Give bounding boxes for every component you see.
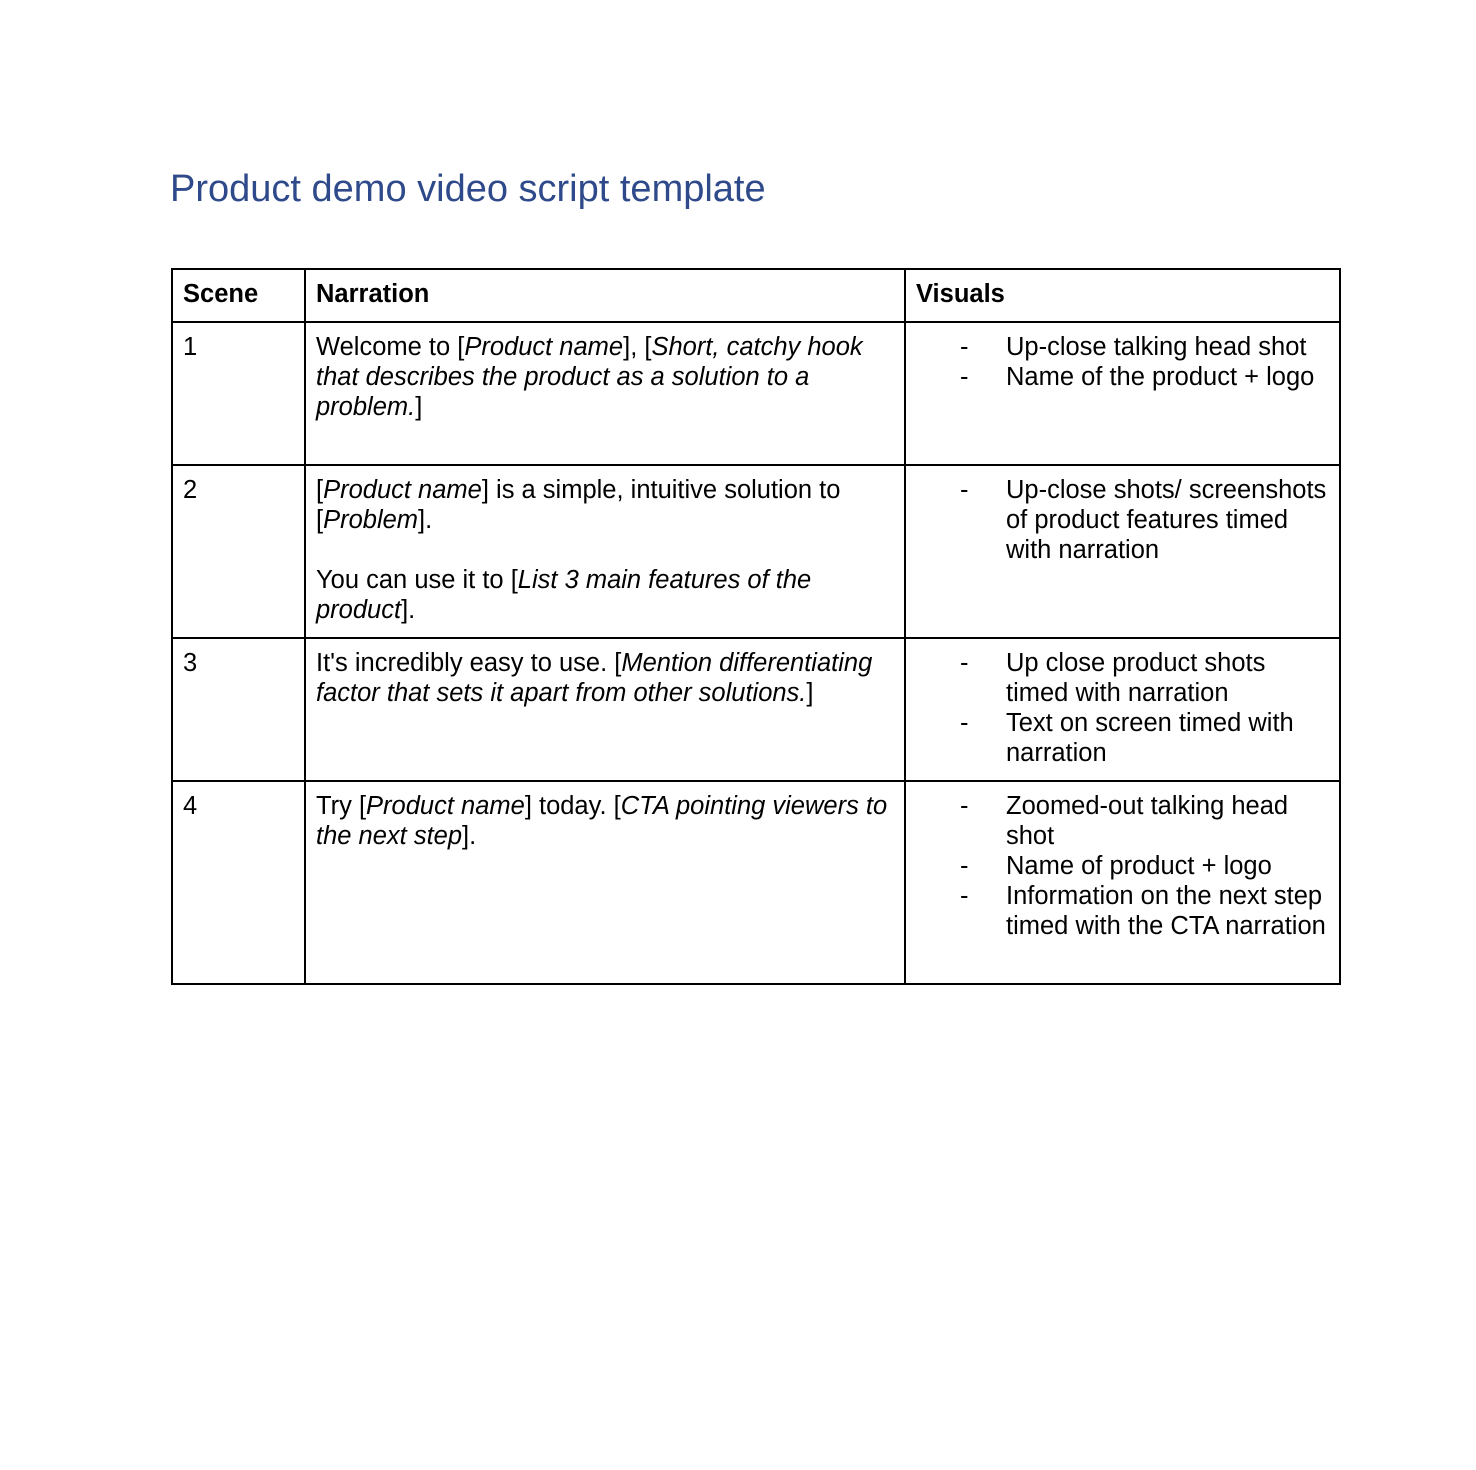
header-visuals: Visuals <box>905 269 1340 322</box>
placeholder-text: Mention differentiating factor that sets it apart from other solutions. <box>316 649 873 707</box>
visual-item <box>916 648 1329 708</box>
header-scene: Scene <box>172 269 305 322</box>
narration-text: Try [ <box>316 792 367 820</box>
narration-text: ]. <box>401 596 416 624</box>
visuals-list <box>916 332 1329 392</box>
visual-item-text: Text on screen timed with narration <box>1006 709 1294 767</box>
visual-item-text: Zoomed-out talking head shot <box>1006 792 1289 850</box>
narration-cell <box>305 781 905 984</box>
visuals-list <box>916 475 1329 565</box>
placeholder-text: Product name <box>323 476 482 504</box>
scene-number: 3 <box>172 638 305 781</box>
visual-item <box>916 708 1329 768</box>
placeholder-text: CTA pointing viewers to the next step <box>316 792 888 850</box>
table-row <box>172 638 1340 781</box>
visuals-cell <box>905 465 1340 638</box>
bullet-dash: - <box>960 852 969 880</box>
placeholder-text: List 3 main features of the product <box>316 566 812 624</box>
visual-item-text: Name of product + logo <box>1006 852 1272 880</box>
narration-paragraph <box>316 565 894 625</box>
narration-text: It's incredibly easy to use. [ <box>316 649 622 677</box>
visual-item-text: Up close product shots timed with narration <box>1006 649 1266 707</box>
narration-cell <box>305 638 905 781</box>
narration-cell <box>305 322 905 465</box>
bullet-dash: - <box>960 476 969 504</box>
narration-text: ], [ <box>623 333 652 361</box>
header-narration: Narration <box>305 269 905 322</box>
visual-item <box>916 851 1329 881</box>
narration-paragraph <box>316 332 894 422</box>
visuals-cell <box>905 781 1340 984</box>
visual-item-text: Up-close shots/ screenshots of product features timed with narration <box>1006 476 1327 564</box>
visuals-cell <box>905 322 1340 465</box>
bullet-dash: - <box>960 649 969 677</box>
visual-item <box>916 881 1329 941</box>
narration-text: ] <box>806 679 814 707</box>
placeholder-text: Product name <box>464 333 624 361</box>
narration-text: ] is a simple, intuitive solution to [ <box>316 476 841 534</box>
narration-text: You can use it to [ <box>316 566 518 594</box>
visual-item <box>916 332 1329 362</box>
visual-item <box>916 475 1329 565</box>
bullet-dash: - <box>960 709 969 737</box>
document-title: Product demo video script template <box>170 168 766 210</box>
visual-item <box>916 791 1329 851</box>
table-row <box>172 465 1340 638</box>
bullet-dash: - <box>960 333 969 361</box>
visual-item-text: Name of the product + logo <box>1006 363 1315 391</box>
narration-cell <box>305 465 905 638</box>
visual-item <box>916 362 1329 392</box>
script-table <box>171 268 1341 985</box>
bullet-dash: - <box>960 792 969 820</box>
bullet-dash: - <box>960 363 969 391</box>
scene-number: 2 <box>172 465 305 638</box>
scene-number: 1 <box>172 322 305 465</box>
narration-paragraph <box>316 791 894 851</box>
bullet-dash: - <box>960 882 969 910</box>
placeholder-text: Short, catchy hook that describes the product as a solution to a problem. <box>316 333 863 421</box>
narration-text: ]. <box>462 822 477 850</box>
table-header-row <box>172 269 1340 322</box>
table-body <box>172 322 1340 984</box>
narration-paragraph <box>316 475 894 535</box>
narration-text: ] <box>415 393 423 421</box>
narration-paragraph <box>316 648 894 708</box>
narration-text: Welcome to [ <box>316 333 465 361</box>
visuals-list <box>916 791 1329 941</box>
table-row <box>172 781 1340 984</box>
table-row <box>172 322 1340 465</box>
visual-item-text: Up-close talking head shot <box>1006 333 1307 361</box>
visuals-list <box>916 648 1329 768</box>
visuals-cell <box>905 638 1340 781</box>
visual-item-text: Information on the next step timed with the CTA narration <box>1006 882 1326 940</box>
placeholder-text: Problem <box>323 506 419 534</box>
scene-number: 4 <box>172 781 305 984</box>
placeholder-text: Product name <box>366 792 525 820</box>
narration-text: [ <box>316 476 324 504</box>
narration-text: ]. <box>418 506 433 534</box>
narration-text: ] today. [ <box>524 792 621 820</box>
